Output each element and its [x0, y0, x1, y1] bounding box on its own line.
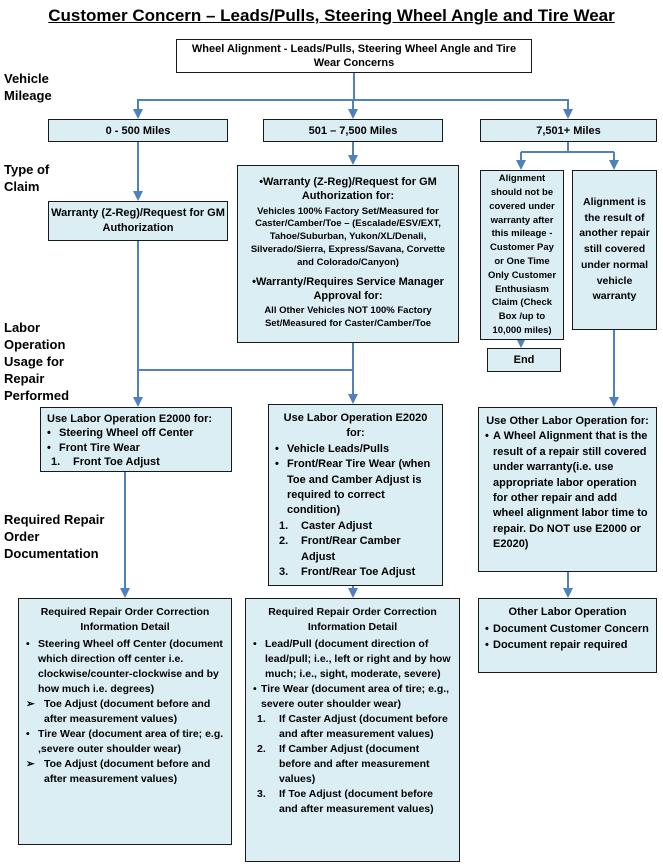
list-item: 3. Front/Rear Toe Adjust — [275, 565, 436, 580]
list-item: 3. If Toe Adjust (document before and after measurement values) — [253, 787, 452, 817]
list-item: • A Wheel Alignment that is the result of a repair still covered under warranty(i.e. use appropriate labor operation for other repair and add wheel alignment labor time to repair. Do NOT use E2000 or E2020) — [485, 430, 648, 551]
doc-e2000-detail-box — [18, 598, 232, 845]
list-item: • Steering Wheel off Center (document which direction off center i.e. clockwise/counter-clockwise and by how much i.e. degrees) — [26, 638, 223, 695]
claim-authorization-heading: •Warranty (Z-Reg)/Request for GM Authorization for: — [259, 176, 437, 203]
labor-other-operation-box — [478, 407, 657, 572]
doc-e2020-detail-box — [245, 598, 460, 862]
bullet-marker: • — [253, 638, 257, 650]
claim-manager-approval-heading: •Warranty/Requires Service Manager Approval for: — [252, 275, 444, 302]
diagram-title: Customer Concern – Leads/Pulls, Steering Wheel Angle and Tire Wear — [48, 6, 615, 25]
bullet-marker: • — [253, 683, 257, 695]
list-item: • Front/Rear Tire Wear (when Toe and Camber Adjust is required to correct condition) — [275, 458, 431, 517]
labor-e2020-heading: Use Labor Operation E2020 for: — [283, 412, 428, 440]
list-item: • Lead/Pull (document direction of lead/pull; i.e., left or right and by how much; i.e., sight, moderate, severe) — [253, 638, 451, 680]
claim-gm-authorization-box — [237, 165, 459, 343]
number-marker: 1. — [279, 519, 289, 532]
bullet-marker: • — [485, 638, 489, 651]
bullet-marker: • — [485, 623, 489, 636]
doc-mid-heading: Required Repair Order Correction Information Detail — [268, 606, 437, 633]
list-item: • Tire Wear (document area of tire; e.g., severe outer shoulder wear) — [253, 683, 450, 710]
section-label-vehicle-mileage: Vehicle Mileage — [4, 71, 52, 103]
list-item: • Steering Wheel off Center — [47, 427, 194, 440]
bullet-marker: • — [47, 427, 51, 440]
list-item: • Vehicle Leads/Pulls — [275, 442, 436, 457]
number-marker: 1. — [257, 713, 266, 725]
mileage-0-500-box: 0 - 500 Miles — [48, 119, 228, 142]
section-label-required-documentation: Required Repair Order Documentation — [4, 512, 105, 561]
labor-e2000-box — [40, 407, 232, 472]
doc-other-operation-box — [478, 598, 657, 673]
number-marker: 3. — [257, 788, 266, 800]
labor-e2000-heading: Use Labor Operation E2000 for: — [47, 413, 213, 425]
end-box: End — [487, 348, 561, 372]
list-item: • Document Customer Concern — [485, 622, 650, 637]
list-item: 2. Front/Rear Camber Adjust — [275, 534, 436, 565]
bullet-marker: • — [26, 728, 30, 740]
list-item: 2. If Camber Adjust (document before and after measurement values) — [253, 742, 452, 787]
labor-e2020-box — [268, 404, 443, 586]
arrow-bullet-marker: ➢ — [26, 758, 35, 770]
bullet-marker: • — [26, 638, 30, 650]
list-item: ➢ Toe Adjust (document before and after measurement values) — [26, 698, 211, 725]
mileage-7501-plus-box: 7,501+ Miles — [480, 119, 657, 142]
number-marker: 2. — [279, 535, 289, 548]
bullet-marker: • — [259, 176, 264, 188]
list-item: • Document repair required — [485, 638, 650, 653]
bullet-marker: • — [485, 430, 489, 443]
number-marker: 2. — [257, 743, 266, 755]
mileage-501-7500-box: 501 – 7,500 Miles — [263, 119, 443, 142]
list-item: 1. Caster Adjust — [275, 519, 436, 534]
number-marker: 3. — [279, 565, 289, 578]
bullet-marker: • — [252, 275, 256, 288]
list-item: • Tire Wear (document area of tire; e.g. ,severe outer shoulder wear) — [26, 728, 224, 755]
labor-other-heading: Use Other Labor Operation for: — [486, 415, 649, 427]
list-item: 1. If Caster Adjust (document before and after measurement values) — [253, 712, 452, 742]
claim-other-repair-box: Alignment is the result of another repair still covered under normal vehicle warranty — [572, 170, 657, 330]
claim-manager-approval-body: All Other Vehicles NOT 100% Factory Set/Measured for Caster/Camber/Toe — [264, 305, 432, 330]
list-item: • Front Tire Wear — [47, 441, 140, 454]
claim-no-coverage-box: Alignment should not be covered under warranty after this mileage - Customer Pay or One Time Only Customer Enthusiasm Claim (Check Box /up to 10,000 miles) — [480, 170, 564, 340]
bullet-marker: • — [275, 442, 279, 455]
root-node-wheel-alignment: Wheel Alignment - Leads/Pulls, Steering Wheel Angle and Tire Wear Concerns — [176, 39, 532, 73]
arrow-bullet-marker: ➢ — [26, 698, 35, 710]
list-item: 1. Front Toe Adjust — [47, 455, 225, 469]
bullet-marker: • — [47, 441, 51, 454]
section-label-type-of-claim: Type of Claim — [4, 162, 50, 194]
number-marker: 1. — [51, 455, 61, 468]
doc-left-heading: Required Repair Order Correction Information Detail — [40, 606, 210, 633]
claim-authorization-body: Vehicles 100% Factory Set/Measured for Caster/Camber/Toe – (Escalade/ESV/EXT, Tahoe/Suburban, Yukon/XL/Denali, Silverado/Sierra, Express/Savana, Corvette and Colorado/Canyon) — [250, 205, 446, 268]
doc-right-heading: Other Labor Operation — [508, 606, 627, 618]
bullet-marker: • — [275, 458, 279, 471]
list-item: ➢ Toe Adjust (document before and after measurement values) — [26, 758, 211, 785]
claim-warranty-zreg-box: Warranty (Z-Reg)/Request for GM Authorization — [48, 201, 228, 241]
section-label-labor-operation: Labor Operation Usage for Repair Performed — [4, 320, 70, 403]
